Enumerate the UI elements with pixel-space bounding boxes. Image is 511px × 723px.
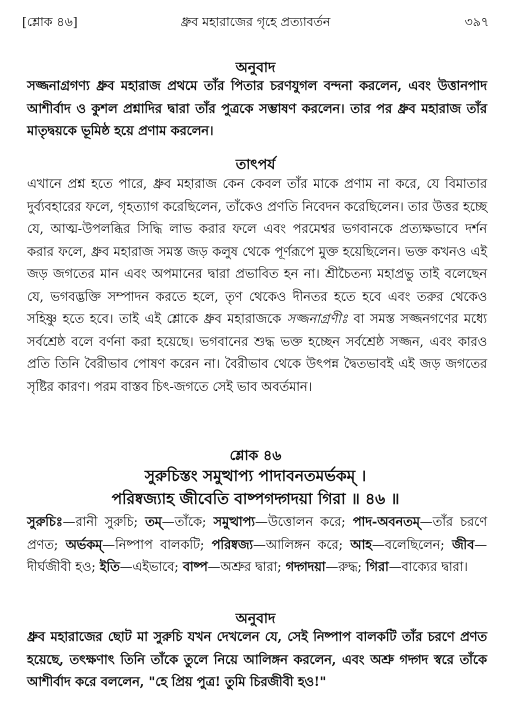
purport-text-part2: বা সমস্ত সজ্জনগণের মধ্যে সর্বশ্রেষ্ঠ বলে বর্ণনা করা হয়েছে। ভগবানের শুদ্ধ ভক্ত হচ্ছেন সর্বশ্রেষ্ঠ সজ্জন, এবং কারও প্রতি তিনি বৈরীভাব পোষণ করেন না। বৈরীভাব থেকে উৎপন্ন দ্বৈতভাবই এই জড় জগতের সৃষ্টির কারণ। পরম বাস্তব চিৎ-জগতে সেই ভাব অবর্তমান। (27, 312, 488, 395)
synonym-word: জীব (451, 537, 475, 553)
synonym-word: বাষ্প (182, 560, 208, 575)
synonym-meaning: দীর্ঘজীবী হও (27, 560, 92, 575)
synonym-word: সমুত্থাপ্য (213, 515, 256, 530)
sanskrit-verse (20, 464, 491, 510)
synonym-meaning: এইভাবে (132, 560, 175, 575)
translation-text-2: ধ্রুব মহারাজের ছোট মা সুরুচি যখন দেখলেন যে, সেই নিষ্পাপ বালকটি তাঁর চরণে প্রণত হয়েছে, তৎক্ষণাৎ তিনি তাঁকে তুলে নিয়ে আলিঙ্গন করলেন, এবং অশ্রু গদ্গদ স্বরে তাঁকে আশীর্বাদ করে বললেন, "হে প্রিয় পুত্র! তুমি চিরজীবী হও!" (27, 630, 487, 690)
synonym-word: তম্ (145, 515, 162, 530)
synonym-word: গদ্গদয়া (285, 560, 326, 575)
verse-title: শ্লোক ৪৬ (229, 448, 282, 464)
chapter-title: ধ্রুব মহারাজের গৃহে প্রত্যাবর্তন (180, 14, 331, 29)
synonym-meaning: বলেছিলেন (384, 537, 441, 553)
synonym-word: ইতি (99, 560, 120, 575)
synonym-meaning: আলিঙ্গন করে (265, 537, 339, 553)
synonym-meaning: রানী সুরুচি (75, 515, 134, 530)
synonym-meaning: উত্তোলন করে (267, 515, 342, 530)
purport-text-part1: এখানে প্রশ্ন হতে পারে, ধ্রুব মহারাজ কেন কেবল তাঁর মাকে প্রণাম না করে, যে বিমাতার দুর্ব্যবহারের ফলে, গৃহত্যাগ করেছিলেন, তাঁকেও প্রণতি নিবেদন করেছিলেন। তার উত্তর হচ্ছে যে, আত্ম-উপলব্ধির সিদ্ধি লাভ করার ফলে এবং পরমেশ্বর ভগবানকে প্রত্যক্ষভাবে দর্শন করার ফলে, ধ্রুব মহারাজ সমস্ত জড় কলুষ থেকে পূর্ণরূপে মুক্ত হয়েছিলেন। ভক্ত কখনও এই জড় জগতের মান এবং অপমানের দ্বারা প্রভাবিত হন না। শ্রীচৈতন্য মহাপ্রভু তাই বলেছেন যে, ভগবদ্ভক্তি সম্পাদন করতে হলে, তৃণ থেকেও দীনতর হতে হবে এবং তরুর থেকেও সহিষ্ণু হতে হবে। তাই এই শ্লোকে ধ্রুব মহারাজকে (27, 177, 487, 327)
synonym-word: পরিষ্বজ্য (211, 537, 254, 553)
synonym-meaning: নিষ্পাপ বালকটি (115, 537, 201, 553)
synonym-word: গিরা (365, 560, 389, 575)
purport-term: সজ্জনাগ্রণীঃ (286, 312, 348, 327)
translation-heading: অনুবাদ (235, 60, 276, 76)
translation-text: সজ্জনাগ্রগণ্য ধ্রুব মহারাজ প্রথমে তাঁর পিতার চরণযুগল বন্দনা করলেন, এবং উত্তানপাদ আশীর্বাদ ও কুশল প্রশ্নাদির দ্বারা তাঁর পুত্রকে সম্ভাষণ করলেন। তার পর ধ্রুব মহারাজ তাঁর মাতৃদ্বয়কে ভূমিষ্ঠ হয়ে প্রণাম করলেন। (27, 79, 487, 139)
synonym-meaning: বাক্যের দ্বারা। (401, 560, 468, 575)
purport-heading: তাৎপর্য (235, 157, 276, 173)
synonym-word: সুরুচিঃ (27, 515, 63, 530)
synonym-meaning: অশ্রুর দ্বারা (220, 560, 278, 575)
page-number: ৩৯৭ (464, 14, 489, 29)
synonym-word: পাদ-অবনতম্ (352, 515, 420, 530)
synonym-word: আহ (350, 537, 372, 553)
synonym-meaning: রুদ্ধ (338, 560, 358, 575)
running-header (22, 14, 489, 34)
synonym-meaning: তাঁকে (174, 515, 203, 530)
synonym-word: অর্ভকম্ (65, 537, 103, 553)
synonyms: সুরুচিঃ—রানী সুরুচি; তম্—তাঁকে; সমুত্থাপ্য—উত্তোলন করে; পাদ-অবনতম্—তাঁর চরণে প্রণত; অর্ভকম্—নিষ্পাপ বালকটি; পরিষ্বজ্য—আলিঙ্গন করে; আহ—বলেছিলেন; জীব—দীর্ঘজীবী হও; ইতি—এইভাবে; বাষ্প—অশ্রুর দ্বারা; গদ্গদয়া—রুদ্ধ; গিরা—বাক্যের দ্বারা। (27, 515, 487, 575)
verse-line-2: পরিষ্বজ্যাহ জীবেতি বাষ্পগদ্গদয়া গিরা ॥ ৪৬ ॥ (111, 489, 400, 508)
synonym-meaning: তাঁর চরণে প্রণত (27, 515, 487, 553)
translation-heading-2: অনুবাদ (235, 611, 276, 627)
verse-line-1: সুরুচিস্তং সমুত্থাপ্য পাদাবনতমর্ভকম্ । (144, 466, 367, 485)
purport-text (27, 174, 487, 399)
verse-reference: [শ্লোক ৪৬] (22, 14, 78, 29)
